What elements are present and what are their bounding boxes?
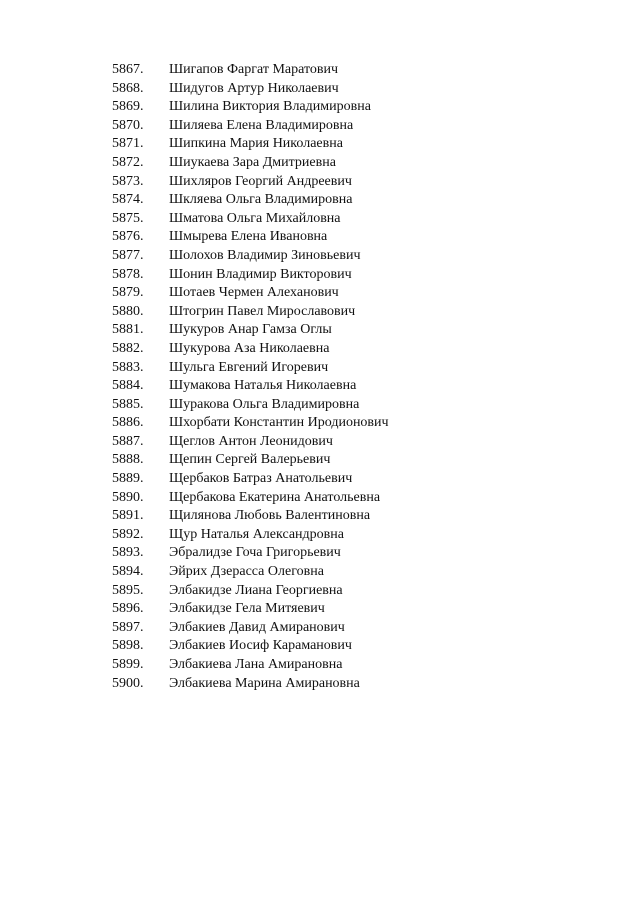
- list-item: [112, 135, 389, 154]
- list-item: [112, 470, 389, 489]
- entry-number: 5892.: [112, 526, 144, 542]
- entry-name: Шихляров Георгий Андреевич: [169, 173, 352, 189]
- entry-number: 5894.: [112, 564, 144, 580]
- entry-name: Шхорбати Константин Иродионович: [169, 415, 389, 431]
- entry-number: 5871.: [112, 136, 144, 152]
- entry-name: Элбакиева Лана Амирановна: [169, 657, 343, 672]
- entry-name: Щербаков Батраз Анатольевич: [169, 471, 353, 487]
- entry-number: 5888.: [112, 452, 144, 468]
- entry-number: 5881.: [112, 322, 144, 338]
- list-item: [112, 489, 389, 508]
- list-item: [112, 526, 389, 545]
- entry-number: 5897.: [112, 619, 144, 635]
- entry-number: 5885.: [112, 396, 144, 412]
- entry-number: 5870.: [112, 117, 144, 133]
- entry-number: 5882.: [112, 340, 144, 356]
- entry-name: Шотаев Чермен Алеханович: [169, 285, 339, 301]
- entry-name: Шолохов Владимир Зиновьевич: [169, 247, 361, 263]
- list-item: [112, 210, 389, 229]
- entry-number: 5873.: [112, 173, 144, 189]
- list-item: [112, 117, 389, 136]
- entry-name: Щилянова Любовь Валентиновна: [169, 508, 371, 524]
- entry-name: Шукурова Аза Николаевна: [169, 340, 330, 356]
- entry-number: 5869.: [112, 99, 144, 115]
- list-item: [112, 284, 389, 303]
- entry-name: Щур Наталья Александровна: [169, 526, 344, 542]
- entry-name: Шигапов Фаргат Маратович: [169, 62, 339, 77]
- list-item: [112, 563, 389, 582]
- entry-number: 5883.: [112, 359, 144, 375]
- list-item: [112, 507, 389, 526]
- entry-number: 5891.: [112, 508, 144, 524]
- entry-number: 5898.: [112, 638, 144, 654]
- list-item: [112, 619, 389, 638]
- entry-name: Щеглов Антон Леонидович: [169, 433, 333, 449]
- entry-name: Щепин Сергей Валерьевич: [169, 452, 331, 468]
- entry-number: 5876.: [112, 229, 144, 245]
- entry-name: Шульга Евгений Игоревич: [169, 359, 329, 375]
- entry-name: Шуракова Ольга Владимировна: [169, 396, 360, 412]
- entry-number: 5896.: [112, 601, 144, 617]
- entry-name: Элбакиев Иосиф Караманович: [169, 638, 352, 654]
- list-item: [112, 359, 389, 378]
- list-item: [112, 582, 389, 601]
- entry-name: Шматова Ольга Михайловна: [169, 210, 341, 226]
- entry-name: Эйрих Дзерасса Олеговна: [169, 564, 324, 580]
- entry-number: 5884.: [112, 378, 144, 394]
- list-item: [112, 637, 389, 656]
- entry-name: Шидугов Артур Николаевич: [169, 80, 339, 96]
- entry-name: Шмырева Елена Ивановна: [169, 229, 328, 245]
- list-item: [112, 303, 389, 322]
- list-item: [112, 321, 389, 340]
- entry-name: Шипкина Мария Николаевна: [169, 136, 343, 152]
- entry-number: 5889.: [112, 471, 144, 487]
- entry-number: 5874.: [112, 192, 144, 208]
- entry-number: 5877.: [112, 247, 144, 263]
- entry-name: Шкляева Ольга Владимировна: [169, 192, 353, 208]
- list-item: [112, 433, 389, 452]
- entry-number: 5900.: [112, 675, 144, 691]
- entry-name: Элбакидзе Гела Митяевич: [169, 601, 325, 617]
- entry-name: Щербакова Екатерина Анатольевна: [169, 489, 381, 505]
- entry-number: 5899.: [112, 657, 144, 672]
- list-item: [112, 675, 389, 694]
- list-item: [112, 266, 389, 285]
- list-item: [112, 191, 389, 210]
- entry-number: 5878.: [112, 266, 144, 282]
- list-item: [112, 247, 389, 266]
- entry-number: 5867.: [112, 62, 144, 77]
- list-item: [112, 98, 389, 117]
- name-list: [112, 61, 389, 693]
- list-item: [112, 173, 389, 192]
- list-item: [112, 451, 389, 470]
- entry-number: 5872.: [112, 154, 144, 170]
- entry-name: Шумакова Наталья Николаевна: [169, 378, 357, 394]
- list-item: [112, 340, 389, 359]
- entry-name: Шиляева Елена Владимировна: [169, 117, 354, 133]
- entry-number: 5895.: [112, 582, 144, 598]
- entry-number: 5875.: [112, 210, 144, 226]
- entry-number: 5868.: [112, 80, 144, 96]
- list-item: [112, 544, 389, 563]
- list-item: [112, 600, 389, 619]
- entry-name: Элбакидзе Лиана Георгиевна: [169, 582, 343, 598]
- entry-number: 5887.: [112, 433, 144, 449]
- entry-name: Эбралидзе Гоча Григорьевич: [169, 545, 341, 561]
- entry-number: 5886.: [112, 415, 144, 431]
- list-item: [112, 154, 389, 173]
- entry-name: Шукуров Анар Гамза Оглы: [169, 322, 332, 338]
- list-item: [112, 61, 389, 80]
- list-item: [112, 396, 389, 415]
- list-item: [112, 80, 389, 99]
- list-item: [112, 377, 389, 396]
- list-item: [112, 228, 389, 247]
- entry-number: 5890.: [112, 489, 144, 505]
- entry-name: Шиукаева Зара Дмитриевна: [169, 154, 336, 170]
- entry-name: Штогрин Павел Мирославович: [169, 303, 356, 319]
- entry-number: 5893.: [112, 545, 144, 561]
- entry-name: Элбакиева Марина Амирановна: [169, 675, 360, 691]
- entry-name: Элбакиев Давид Амиранович: [169, 619, 345, 635]
- entry-name: Шонин Владимир Викторович: [169, 266, 352, 282]
- list-item: [112, 656, 389, 675]
- entry-number: 5880.: [112, 303, 144, 319]
- list-item: [112, 414, 389, 433]
- entry-name: Шилина Виктория Владимировна: [169, 99, 371, 115]
- entry-number: 5879.: [112, 285, 144, 301]
